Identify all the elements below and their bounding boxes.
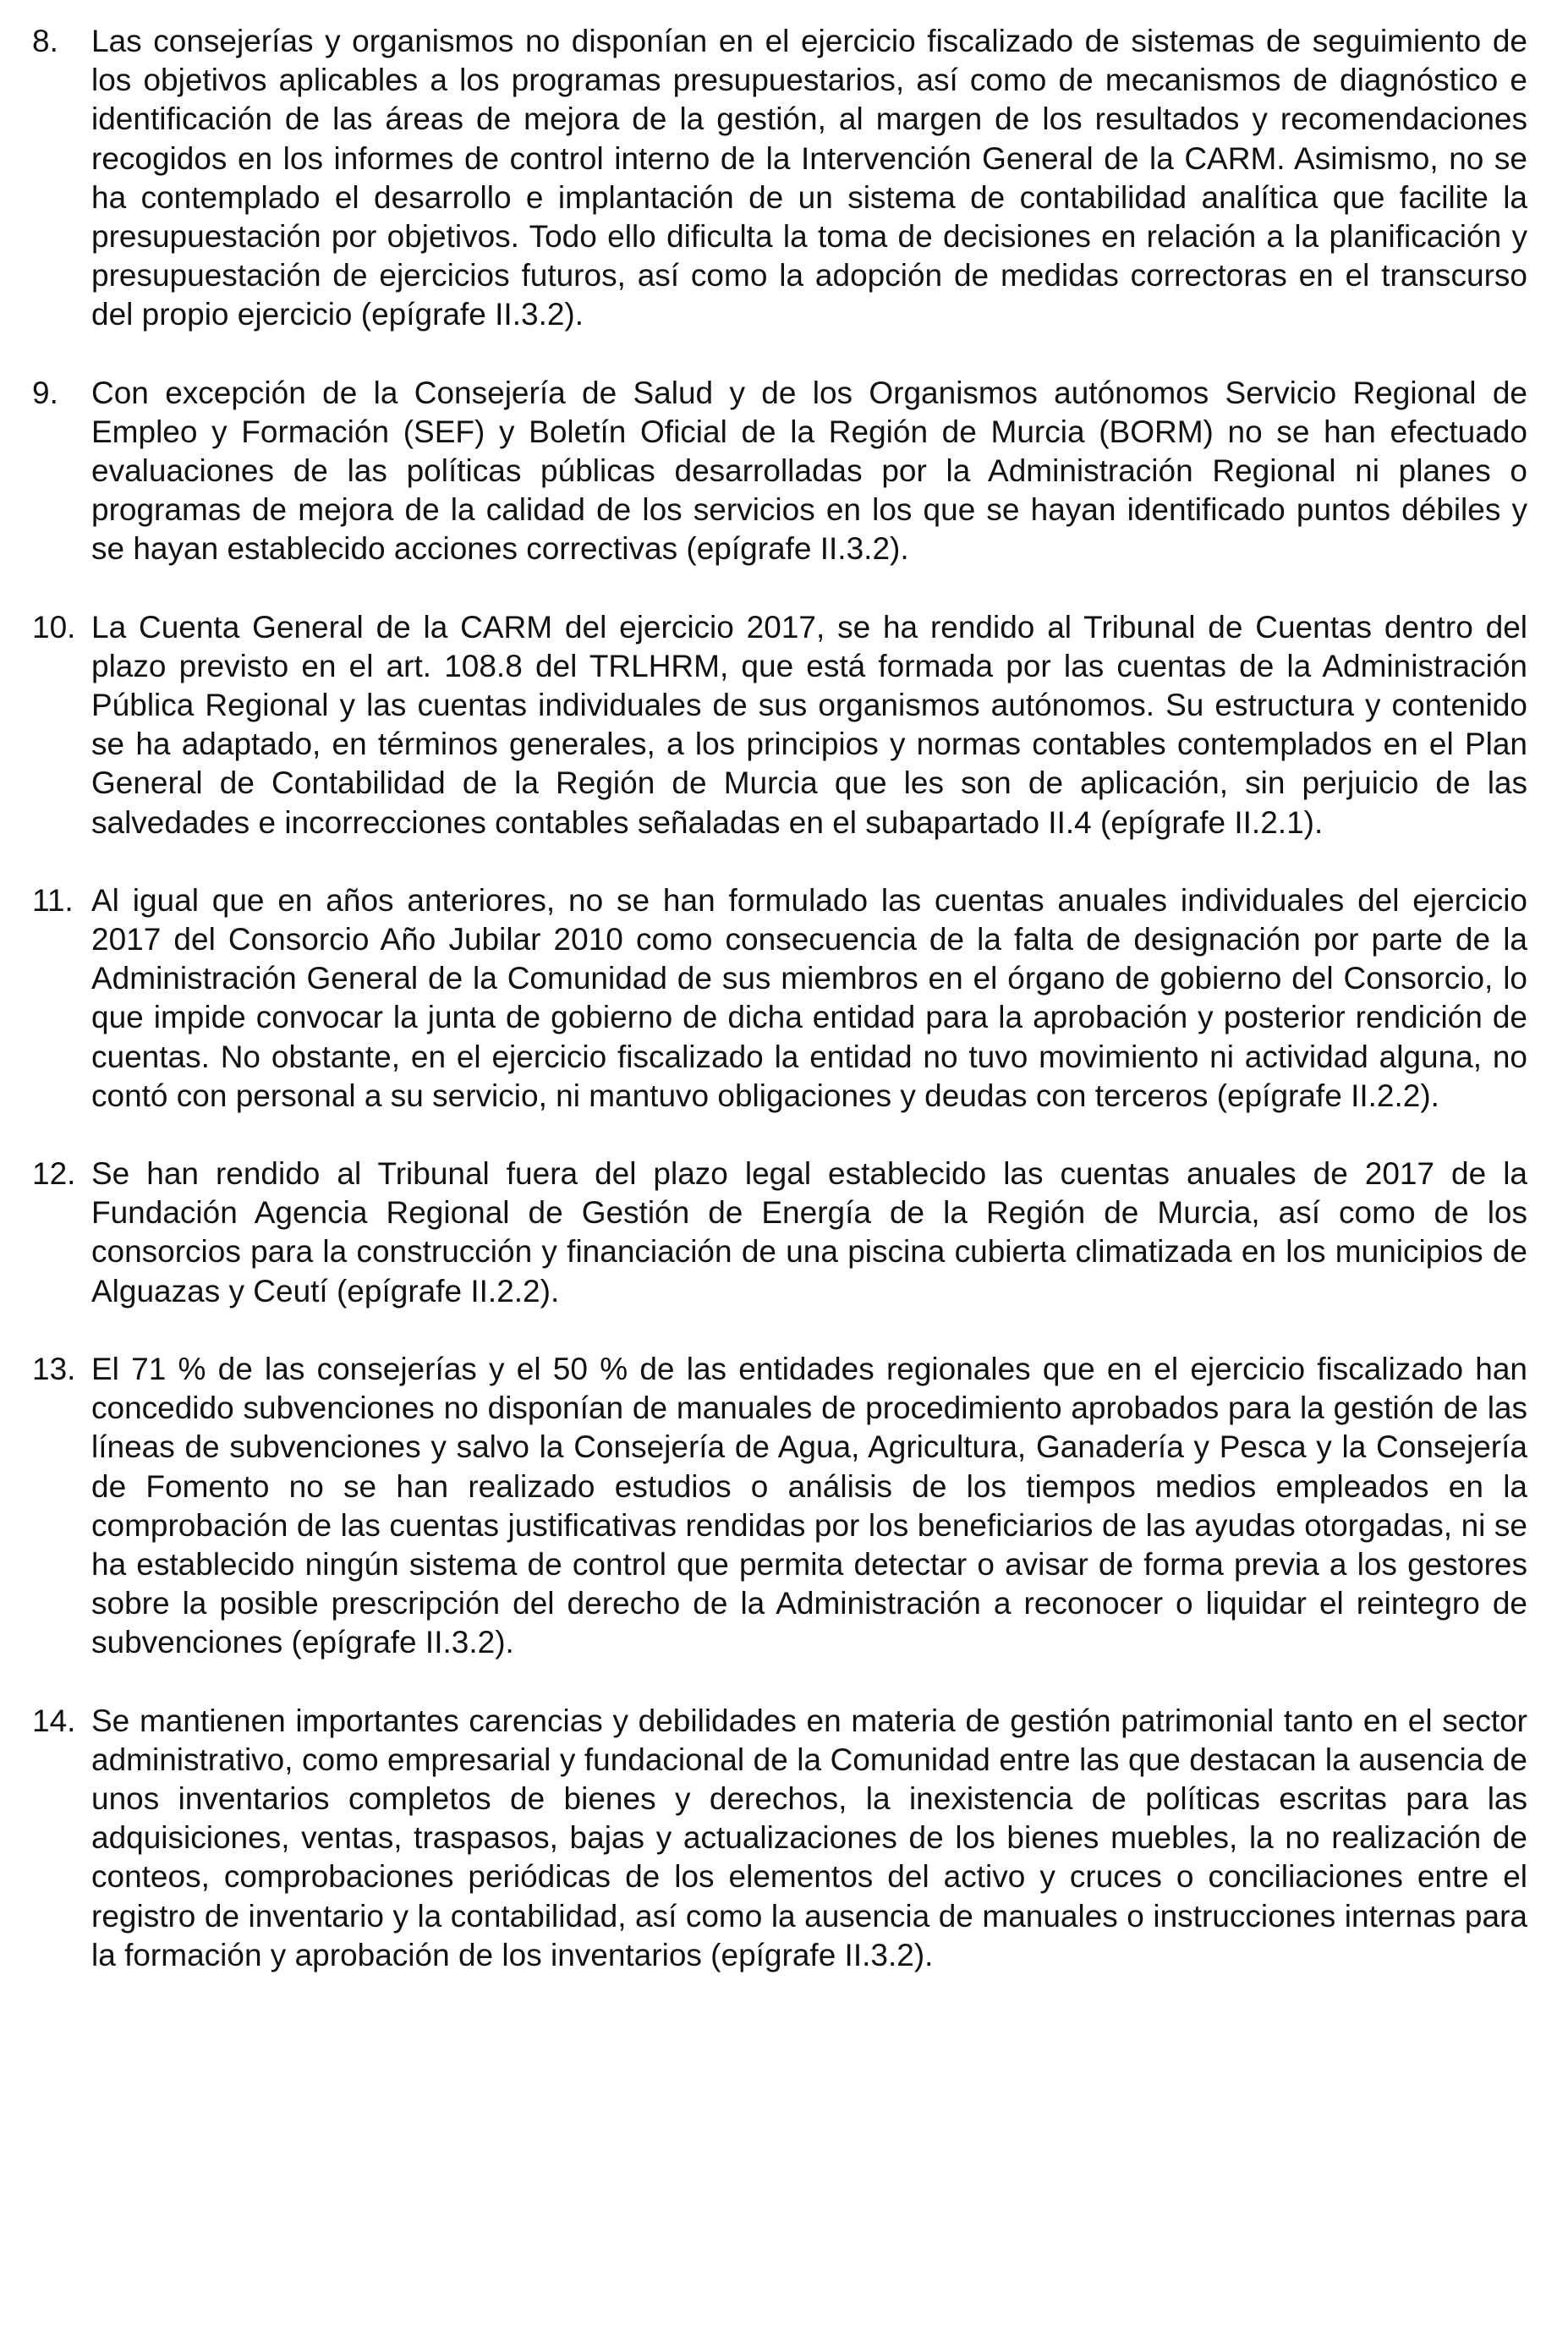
list-item-11 (32, 881, 1568, 1116)
item-paragraph: Se mantienen importantes carencias y debilidades en materia de gestión patrimonial tanto en el sector administrativo, como empresarial y fundacional de la Comunidad entre las que destacan la ausencia de unos inventarios completos de bienes y derechos, la inexistencia de políticas escritas para las adquisiciones, ventas, traspasos, bajas y actualizaciones de los bienes muebles, la no realización de conteos, comprobaciones periódicas de los elementos del activo y cruces o conciliaciones entre el registro de inventario y la contabilidad, así como la ausencia de manuales o instrucciones internas para la formación y aprobación de los inventarios (epígrafe II.3.2). (91, 1703, 1527, 1972)
list-item-14 (32, 1702, 1568, 1975)
list-item-12 (32, 1155, 1568, 1311)
item-paragraph: Con excepción de la Consejería de Salud y de los Organismos autónomos Servicio Regional de Empleo y Formación (SEF) y Boletín Oficial de la Región de Murcia (BORM) no se han efectuado evaluaciones de las políticas públicas desarrolladas por la Administración Regional ni planes o programas de mejora de la calidad de los servicios en los que se hayan identificado puntos débiles y se hayan establecido acciones correctivas (epígrafe II.3.2). (91, 375, 1527, 567)
item-paragraph: La Cuenta General de la CARM del ejercicio 2017, se ha rendido al Tribunal de Cuentas dentro del plazo previsto en el art. 108.8 del TRLHRM, que está formada por las cuentas de la Administración Pública Regional y las cuentas individuales de sus organismos autónomos. Su estructura y contenido se ha adaptado, en términos generales, a los principios y normas contables contemplados en el Plan General de Contabilidad de la Región de Murcia que les son de aplicación, sin perjuicio de las salvedades e incorrecciones contables señaladas en el subapartado II.4 (epígrafe II.2.1). (91, 609, 1527, 840)
item-number: 14. (32, 1703, 76, 1738)
item-number: 12. (32, 1156, 76, 1192)
item-number: 8. (32, 24, 58, 58)
item-paragraph: Al igual que en años anteriores, no se han formulado las cuentas anuales individuales del ejercicio 2017 del Consorcio Año Jubilar 2010 como consecuencia de la falta de designación por parte de la Administración General de la Comunidad de sus miembros en el órgano de gobierno del Consorcio, lo que impide convocar la junta de gobierno de dicha entidad para la aprobación y posterior rendición de cuentas. No obstante, en el ejercicio fiscalizado la entidad no tuvo movimiento ni actividad alguna, no contó con personal a su servicio, ni mantuvo obligaciones y deudas con terceros (epígrafe II.2.2). (91, 882, 1527, 1113)
item-paragraph: El 71 % de las consejerías y el 50 % de las entidades regionales que en el ejercicio fiscalizado han concedido subvenciones no disponían de manuales de procedimiento aprobados para la gestión de las líneas de subvenciones y salvo la Consejería de Agua, Agricultura, Ganadería y Pesca y la Consejería de Fomento no se han realizado estudios o análisis de los tiempos medios empleados en la comprobación de las cuentas justificativas rendidas por los beneficiarios de las ayudas otorgadas, ni se ha establecido ningún sistema de control que permita detectar o avisar de forma previa a los gestores sobre la posible prescripción del derecho de la Administración a reconocer o liquidar el reintegro de subvenciones (epígrafe II.3.2). (91, 1351, 1527, 1660)
item-number: 9. (32, 375, 58, 410)
item-number: 13. (32, 1351, 76, 1386)
item-paragraph: Se han rendido al Tribunal fuera del plazo legal establecido las cuentas anuales de 2017 de la Fundación Agencia Regional de Gestión de Energía de la Región de Murcia, así como de los consorcios para la construcción y financiación de una piscina cubierta climatizada en los municipios de Alguazas y Ceutí (epígrafe II.2.2). (91, 1156, 1527, 1308)
item-number: 10. (32, 609, 76, 645)
list-item-13 (32, 1350, 1568, 1663)
list-item-10 (32, 608, 1568, 842)
item-number: 11. (32, 882, 74, 918)
list-item-9 (32, 374, 1568, 569)
item-paragraph: Las consejerías y organismos no disponían en el ejercicio fiscalizado de sistemas de seguimiento de los objetivos aplicables a los programas presupuestarios, así como de mecanismos de diagnóstico e identificación de las áreas de mejora de la gestión, al margen de los resultados y recomendaciones recogidos en los informes de control interno de la Intervención General de la CARM. Asimismo, no se ha contemplado el desarrollo e implantación de un sistema de contabilidad analítica que facilite la presupuestación por objetivos. Todo ello dificulta la toma de decisiones en relación a la planificación y presupuestación de ejercicios futuros, así como la adopción de medidas correctoras en el transcurso del propio ejercicio (epígrafe II.3.2). (91, 24, 1527, 332)
list-item-8 (32, 22, 1568, 335)
